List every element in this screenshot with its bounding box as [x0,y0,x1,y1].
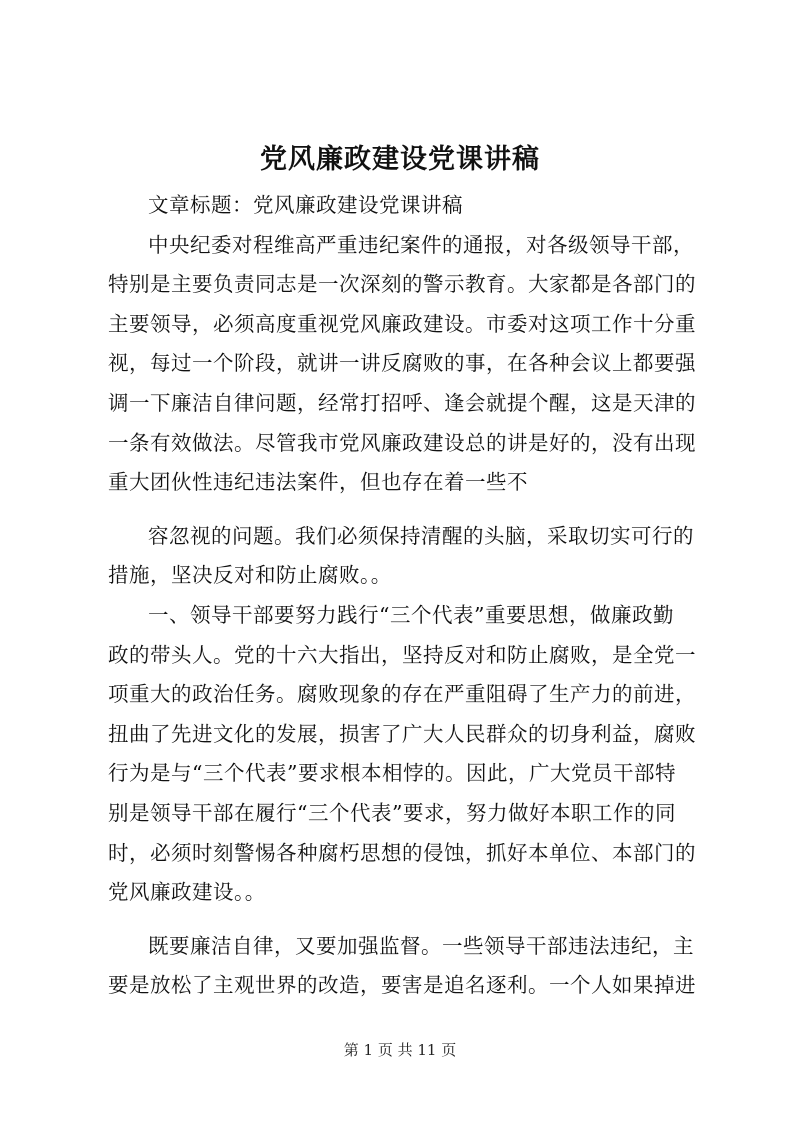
document-body [108,186,708,1006]
paragraph-line: 扭曲了先进文化的发展，损害了广大人民群众的切身利益，腐败 [108,721,696,746]
paragraph-line: 容忽视的问题。我们必须保持清醒的头脑，采取切实可行的 [148,523,694,548]
page-number-footer: 第 1 页 共 11 页 [343,1041,457,1059]
paragraph-line: 别是领导干部在履行“三个代表”要求，努力做好本职工作的同 [108,800,676,825]
paragraph-line: 行为是与“三个代表”要求根本相悖的。因此，广大党员干部特 [108,761,676,786]
paragraph-line: 措施，坚决反对和防止腐败。。 [108,563,392,588]
paragraph-line: 政的带头人。党的十六大指出，坚持反对和防止腐败，是全党一 [108,642,696,667]
paragraph-line: 党风廉政建设。。 [108,880,266,905]
paragraph-line: 特别是主要负责同志是一次深刻的警示教育。大家都是各部门的 [108,272,696,297]
paragraph-line: 时，必须时刻警惕各种腐朽思想的侵蚀，抓好本单位、本部门的 [108,840,696,865]
paragraph-line: 主要领导，必须高度重视党风廉政建设。市委对这项工作十分重 [108,311,696,336]
paragraph-line: 一、领导干部要努力践行“三个代表”重要思想，做廉政勤 [148,602,674,627]
paragraph-line: 调一下廉洁自律问题，经常打招呼、逢会就提个醒，这是天津的 [108,390,696,415]
paragraph-line: 一条有效做法。尽管我市党风廉政建设总的讲是好的，没有出现 [108,430,696,455]
paragraph-line: 要是放松了主观世界的改造，要害是追名逐利。一个人如果掉进 [108,973,696,998]
paragraph-line: 既要廉洁自律，又要加强监督。一些领导干部违法违纪，主 [148,933,694,958]
article-title-line: 文章标题：党风廉政建设党课讲稿 [148,193,463,217]
paragraph-line: 项重大的政治任务。腐败现象的存在严重阻碍了生产力的前进， [108,682,696,707]
page-title: 党风廉政建设党课讲稿 [260,144,540,175]
paragraph-line: 重大团伙性违纪违法案件，但也存在着一些不 [108,470,528,495]
paragraph-line: 中央纪委对程维高严重违纪案件的通报，对各级领导干部， [148,232,694,257]
paragraph-line: 视，每过一个阶段，就讲一讲反腐败的事，在各种会议上都要强 [108,351,696,376]
